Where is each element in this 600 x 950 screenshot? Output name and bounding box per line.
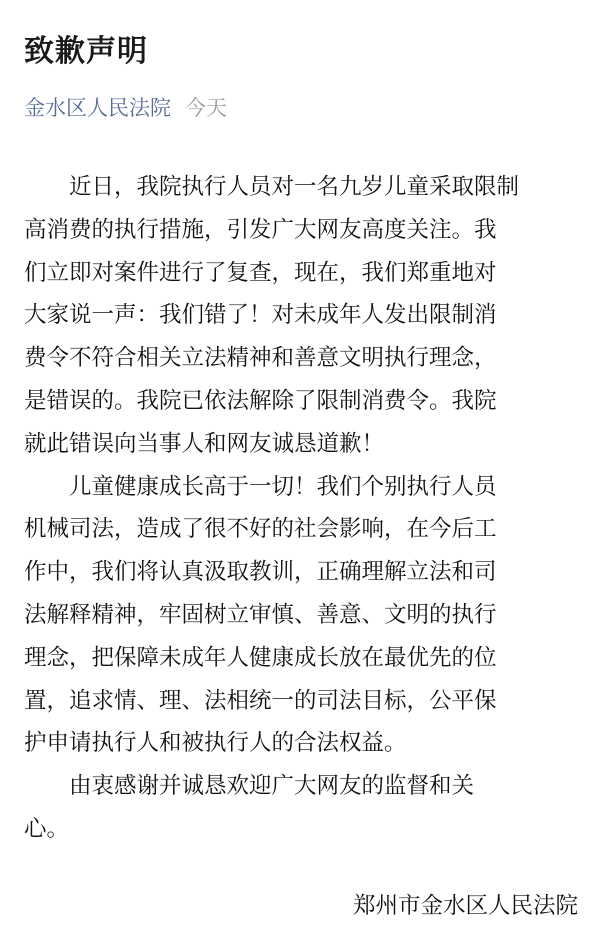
paragraph <box>24 166 580 466</box>
text-line: 心。 <box>24 815 70 842</box>
text-line: 大家说一声：我们错了！对未成年人发出限制消 <box>24 302 497 329</box>
paragraph <box>24 765 580 851</box>
text-line: 置，追求情、理、法相统一的司法目标，公平保 <box>24 687 497 714</box>
text-line: 就此错误向当事人和网友诚恳道歉！ <box>24 430 385 457</box>
text-line: 理念，把保障未成年人健康成长放在最优先的位 <box>24 644 497 671</box>
text-line: 作中，我们将认真汲取教训，正确理解立法和司 <box>24 559 497 586</box>
text-line: 儿童健康成长高于一切！我们个别执行人员 <box>69 473 497 500</box>
paragraph <box>24 466 580 766</box>
text-line: 法解释精神，牢固树立审慎、善意、文明的执行 <box>24 601 497 628</box>
text-line: 近日，我院执行人员对一名九岁儿童采取限制 <box>69 174 520 200</box>
text-line: 机械司法，造成了很不好的社会影响，在今后工 <box>24 516 497 543</box>
signature: 郑州市金水区人民法院 <box>352 893 578 919</box>
publish-date: 今天 <box>185 96 227 120</box>
text-line: 由衷感谢并诚恳欢迎广大网友的监督和关 <box>69 773 475 800</box>
text-line: 费令不符合相关立法精神和善意文明执行理念， <box>24 345 497 372</box>
text-line: 们立即对案件进行了复查，现在，我们郑重地对 <box>24 259 497 286</box>
text-line: 是错误的。我院已依法解除了限制消费令。我院 <box>24 387 497 414</box>
article-body <box>24 166 580 851</box>
text-line: 护申请执行人和被执行人的合法权益。 <box>24 730 407 757</box>
article-title: 致歉声明 <box>24 34 148 69</box>
text-line: 高消费的执行措施，引发广大网友高度关注。我 <box>24 216 497 243</box>
account-name-link[interactable]: 金水区人民法院 <box>24 96 171 120</box>
article-meta <box>24 92 227 122</box>
